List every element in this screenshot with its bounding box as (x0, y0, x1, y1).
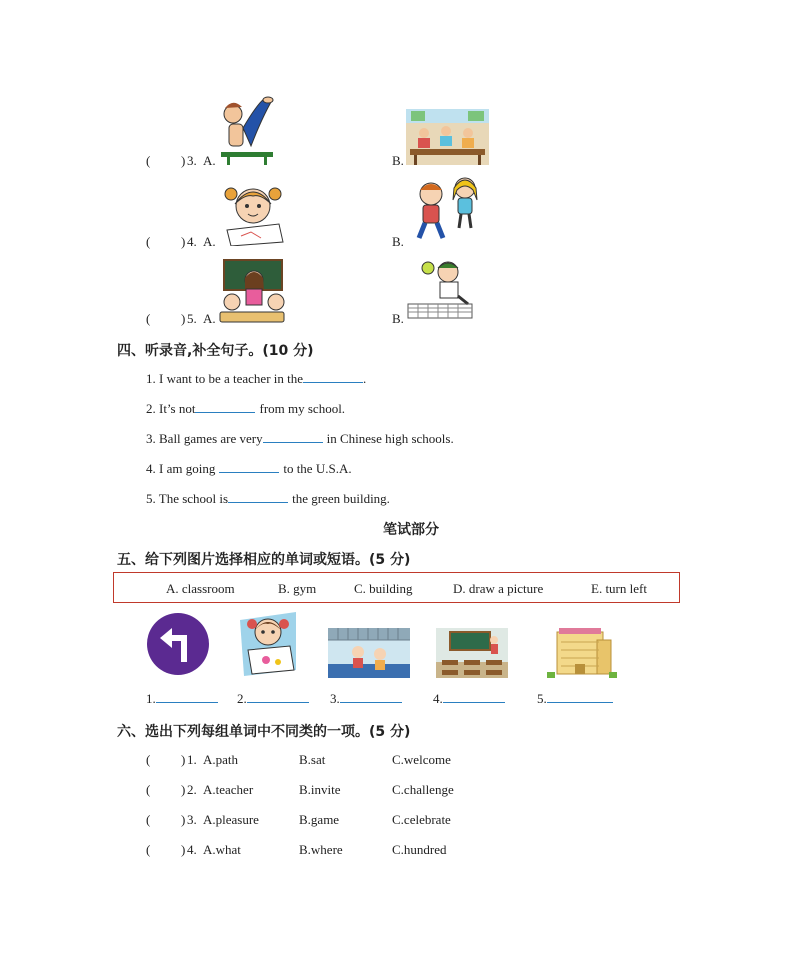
answer-number: 2. (237, 691, 247, 706)
turn-left-sign-icon (146, 612, 210, 676)
list-item (146, 371, 366, 387)
answer-slot (330, 691, 402, 707)
word-option-c: C.welcome (392, 752, 451, 767)
section-5-heading: 五、给下列图片选择相应的单词或短语。(5 分) (117, 552, 411, 568)
option-building: C. building (354, 581, 413, 596)
word-option-b: B.game (299, 812, 340, 827)
teacher-with-students-icon (218, 258, 286, 324)
answer-blank[interactable] (219, 472, 279, 473)
list-item (146, 461, 352, 477)
sentence-text: to the U.S.A. (283, 461, 352, 476)
answer-paren-open: ( (146, 782, 151, 797)
sentence-text: 4. I am going (146, 461, 216, 476)
sentence-text: the green building. (292, 491, 390, 506)
option-draw-a-picture: D. draw a picture (453, 581, 544, 596)
answer-blank[interactable] (263, 442, 323, 443)
section-6-heading: 六、选出下列每组单词中不同类的一项。(5 分) (117, 724, 411, 740)
answer-paren-close: ) (181, 842, 186, 857)
options-box (113, 572, 680, 603)
boy-gymnastics-icon (217, 94, 275, 166)
gym-icon (328, 628, 410, 678)
answer-blank[interactable] (443, 702, 505, 703)
sentence-text: 5. The school is (146, 491, 229, 506)
sentence-text: 2. It’s not (146, 401, 196, 416)
word-option-b: B.where (299, 842, 343, 857)
sentence-text: 1. I want to be a teacher in the (146, 371, 304, 386)
sentence-text: from my school. (259, 401, 346, 416)
question-number: 4. (187, 842, 197, 857)
word-option-c: C.celebrate (392, 812, 451, 827)
question-number: 2. (187, 782, 197, 797)
answer-blank[interactable] (303, 382, 363, 383)
option-b-label: B. (392, 311, 404, 326)
answer-number: 3. (330, 691, 340, 706)
answer-paren-open: ( (146, 311, 151, 326)
question-number: 3. (187, 153, 197, 168)
answer-paren-close: ) (181, 812, 186, 827)
answer-paren-open: ( (146, 752, 151, 767)
option-b-label: B. (392, 234, 404, 249)
sentence-text: 3. Ball games are very (146, 431, 263, 446)
answer-blank[interactable] (228, 502, 288, 503)
word-option-b: B.sat (299, 752, 326, 767)
sentence-text: . (363, 371, 367, 386)
answer-paren-close: ) (181, 234, 186, 249)
word-option-c: C.challenge (392, 782, 454, 797)
answer-paren-open: ( (146, 153, 151, 168)
option-classroom: A. classroom (166, 581, 235, 596)
answer-number: 1. (146, 691, 156, 706)
answer-paren-open: ( (146, 234, 151, 249)
option-a-label: A. (203, 311, 216, 326)
answer-paren-open: ( (146, 842, 151, 857)
answer-number: 4. (433, 691, 443, 706)
question-number: 1. (187, 752, 197, 767)
girl-drawing-icon (221, 180, 285, 246)
question-number: 4. (187, 234, 197, 249)
written-part-title: 笔试部分 (383, 522, 439, 538)
two-children-running-icon (413, 174, 483, 246)
answer-slot (433, 691, 505, 707)
answer-blank[interactable] (156, 702, 218, 703)
word-option-a: A.pleasure (203, 812, 259, 827)
list-item (146, 431, 454, 447)
girl-drawing-icon (236, 610, 300, 678)
answer-number: 5. (537, 691, 547, 706)
option-a-label: A. (203, 234, 216, 249)
answer-paren-close: ) (181, 782, 186, 797)
answer-blank[interactable] (547, 702, 613, 703)
word-option-b: B.invite (299, 782, 341, 797)
word-option-c: C.hundred (392, 842, 447, 857)
answer-paren-close: ) (181, 153, 186, 168)
sentence-text: in Chinese high schools. (326, 431, 454, 446)
boy-playing-tennis-icon (406, 258, 474, 324)
question-number: 5. (187, 311, 197, 326)
answer-paren-open: ( (146, 812, 151, 827)
answer-slot (537, 691, 613, 707)
option-a-label: A. (203, 153, 216, 168)
answer-slot (237, 691, 309, 707)
answer-blank[interactable] (340, 702, 402, 703)
answer-paren-close: ) (181, 311, 186, 326)
list-item (146, 401, 345, 417)
section-4-heading: 四、听录音,补全句子。(10 分) (117, 343, 314, 359)
list-item (146, 491, 390, 507)
option-gym: B. gym (278, 581, 317, 596)
word-option-a: A.path (203, 752, 239, 767)
question-number: 3. (187, 812, 197, 827)
students-in-classroom-icon (406, 109, 489, 165)
word-option-a: A.teacher (203, 782, 254, 797)
word-option-a: A.what (203, 842, 241, 857)
answer-blank[interactable] (247, 702, 309, 703)
building-icon (547, 626, 617, 678)
option-turn-left: E. turn left (591, 581, 647, 596)
classroom-icon (436, 628, 508, 678)
answer-slot (146, 691, 218, 707)
option-b-label: B. (392, 153, 404, 168)
answer-paren-close: ) (181, 752, 186, 767)
answer-blank[interactable] (195, 412, 255, 413)
